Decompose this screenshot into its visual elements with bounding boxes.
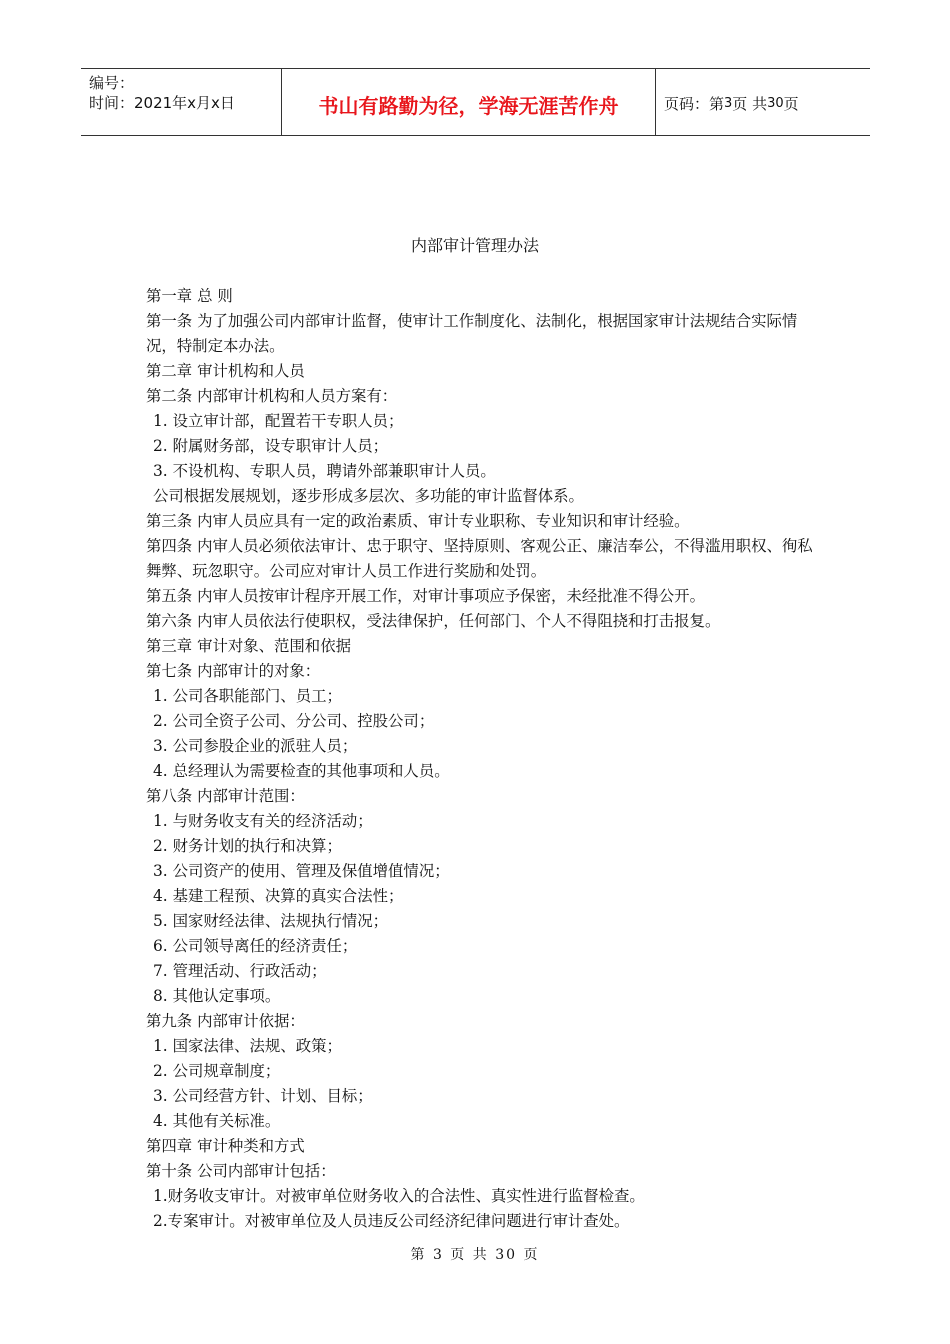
page-footer: 第 3 页 共 30 页 [410, 1247, 540, 1263]
header-number-label: 编号： [89, 74, 135, 92]
article-text: 第四条 内审人员必须依法审计、忠于职守、坚持原则、客观公正、廉洁奉公，不得滥用职权、徇私舞弊、玩忽职守。公司应对审计人员工作进行奖励和处罚。 [146, 537, 813, 580]
article-text: 第三条 内审人员应具有一定的政治素质、审计专业职称、专业知识和审计经验。 [146, 512, 690, 530]
paragraph-text: 公司根据发展规划，逐步形成多层次、多功能的审计监督体系。 [153, 487, 584, 505]
list-item: 2.专案审计。对被审单位及人员违反公司经济纪律问题进行审计查处。 [153, 1212, 630, 1230]
list-item: 1. 国家法律、法规、政策； [153, 1037, 342, 1055]
chapter-heading: 第四章 审计种类和方式 [146, 1137, 305, 1155]
list-item: 2. 附属财务部，设专职审计人员； [153, 437, 389, 455]
list-item: 1. 设立审计部，配置若干专职人员； [153, 412, 404, 430]
article-text: 第十条 公司内部审计包括： [146, 1162, 336, 1180]
list-item: 2. 公司全资子公司、分公司、控股公司； [153, 712, 435, 730]
document-title: 内部审计管理办法 [410, 236, 539, 255]
article-text: 第一条 为了加强公司内部审计监督，使审计工作制度化、法制化，根据国家审计法规结合实际情况，特制定本办法。 [146, 312, 798, 355]
article-text: 第九条 内部审计依据： [146, 1012, 305, 1030]
list-item: 1. 与财务收支有关的经济活动； [153, 812, 373, 830]
header-page-info [656, 69, 870, 135]
list-item: 2. 财务计划的执行和决算； [153, 837, 342, 855]
chapter-heading: 第二章 审计机构和人员 [146, 362, 305, 380]
header-page-current: 3 [724, 95, 733, 111]
list-item: 5. 国家财经法律、法规执行情况； [153, 912, 389, 930]
header-page-prefix: 页码：第 [664, 94, 725, 113]
chapter-heading: 第一章 总 则 [146, 287, 233, 305]
list-item: 1. 公司各职能部门、员工； [153, 687, 342, 705]
list-item: 4. 其他有关标准。 [153, 1112, 281, 1130]
chapter-heading: 第三章 审计对象、范围和依据 [146, 637, 351, 655]
article-text: 第八条 内部审计范围： [146, 787, 305, 805]
article-text: 第七条 内部审计的对象： [146, 662, 321, 680]
list-item: 3. 公司参股企业的派驻人员； [153, 737, 358, 755]
list-item: 7. 管理活动、行政活动； [153, 962, 327, 980]
header-page-total: 30 [767, 95, 784, 111]
document-body [146, 284, 816, 1234]
list-item: 3. 公司经营方针、计划、目标； [153, 1087, 373, 1105]
header-motto: 书山有路勤为径，学海无涯苦作舟 [282, 69, 656, 135]
list-item: 3. 不设机构、专职人员，聘请外部兼职审计人员。 [153, 462, 496, 480]
page-header [81, 68, 870, 136]
list-item: 4. 基建工程预、决算的真实合法性； [153, 887, 404, 905]
header-meta [81, 69, 282, 135]
list-item: 4. 总经理认为需要检查的其他事项和人员。 [153, 762, 450, 780]
list-item: 8. 其他认定事项。 [153, 987, 281, 1005]
list-item: 3. 公司资产的使用、管理及保值增值情况； [153, 862, 450, 880]
list-item: 1.财务收支审计。对被审单位财务收入的合法性、真实性进行监督检查。 [153, 1187, 645, 1205]
list-item: 6. 公司领导离任的经济责任； [153, 937, 358, 955]
header-page-suffix: 页 [783, 94, 799, 113]
header-time-label: 时间：2021年x月x日 [89, 94, 235, 112]
article-text: 第二条 内部审计机构和人员方案有： [146, 387, 398, 405]
article-text: 第五条 内审人员按审计程序开展工作，对审计事项应予保密，未经批准不得公开。 [146, 587, 705, 605]
article-text: 第六条 内审人员依法行使职权，受法律保护，任何部门、个人不得阻挠和打击报复。 [146, 612, 721, 630]
header-page-mid: 页 共 [732, 94, 768, 113]
list-item: 2. 公司规章制度； [153, 1062, 281, 1080]
